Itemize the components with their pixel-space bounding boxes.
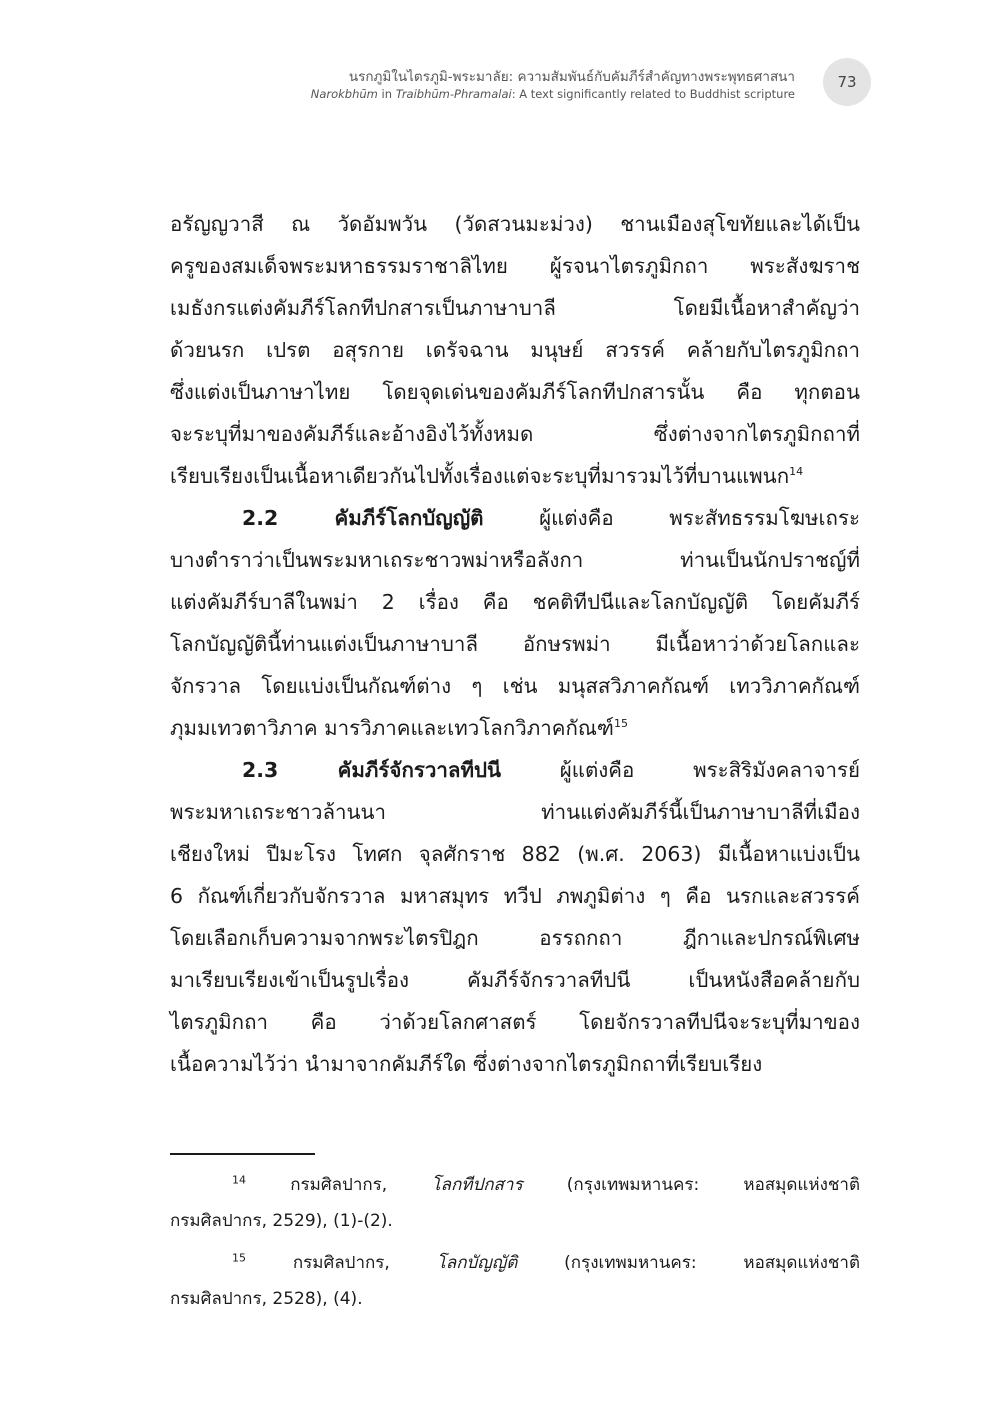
section-2-3-heading: 2.3 คัมภีร์จักรวาลทีปนี xyxy=(242,758,501,782)
running-header-in: in xyxy=(377,87,396,101)
body-line: ด้วยนรก เปรต อสุรกาย เดรัจฉาน มนุษย์ สวรรค์ คล้ายกับไตรภูมิกถา xyxy=(170,338,860,362)
body-line: บางตำราว่าเป็นพระมหาเถระชาวพม่าหรือลังกา ท่านเป็นนักปราชญ์ที่ xyxy=(170,548,860,572)
footnote-14-line-1 xyxy=(170,1167,860,1203)
footnote-ref-14[interactable]: 14 xyxy=(789,465,804,479)
body-line: เมธังกรแต่งคัมภีร์โลกทีปกสารเป็นภาษาบาลี โดยมีเนื้อหาสำคัญว่า xyxy=(170,296,860,320)
footnote-14-line-2: กรมศิลปากร, 2529), (1)-(2). xyxy=(170,1211,393,1231)
running-header-thai: นรกภูมิในไตรภูมิ-พระมาลัย: ความสัมพันธ์กับคัมภีร์สำคัญทางพระพุทธศาสนา xyxy=(348,69,795,85)
section-2-3-first-line xyxy=(170,749,860,791)
body-text xyxy=(170,203,860,1085)
body-line: โดยเลือกเก็บความจากพระไตรปิฎก อรรถกถา ฎีกาและปกรณ์พิเศษ xyxy=(170,926,860,950)
section-2-2-first-line xyxy=(170,497,860,539)
running-header-title-part2: Traibhūm-Phramalai xyxy=(395,87,512,101)
footnote-14-number: 14 xyxy=(232,1173,246,1187)
body-line: มาเรียบเรียงเข้าเป็นรูปเรื่อง คัมภีร์จักรวาลทีปนี เป็นหนังสือคล้ายกับ xyxy=(170,968,860,992)
footnote-14-author: กรมศิลปากร, xyxy=(246,1175,432,1195)
running-header-english xyxy=(155,86,795,103)
body-line-text: เรียบเรียงเป็นเนื้อหาเดียวกันไปทั้งเรื่องแต่จะระบุที่มารวมไว้ที่บานแพนก xyxy=(170,464,790,488)
footnote-15-number: 15 xyxy=(232,1251,246,1265)
footnote-14-title: โลกทีปกสาร xyxy=(431,1175,523,1195)
footnote-14-publisher: (กรุงเทพมหานคร: หอสมุดแห่งชาติ xyxy=(522,1175,861,1195)
body-line-text: ภุมมเทวตาวิภาค มารวิภาคและเทวโลกวิภาคกัณฑ์ xyxy=(170,716,614,740)
footnote-ref-15[interactable]: 15 xyxy=(613,717,628,731)
footnote-15-title: โลกบัญญัติ xyxy=(436,1253,518,1273)
page-number: 73 xyxy=(823,58,871,106)
footnotes xyxy=(170,1167,860,1323)
section-2-2-heading: 2.2 คัมภีร์โลกบัญญัติ xyxy=(242,506,484,530)
body-line: ไตรภูมิกถา คือ ว่าด้วยโลกศาสตร์ โดยจักรวาลทีปนีจะระบุที่มาของ xyxy=(170,1010,860,1034)
body-line: เชียงใหม่ ปีมะโรง โทศก จุลศักราช 882 (พ.ศ. 2063) มีเนื้อหาแบ่งเป็น xyxy=(170,842,860,866)
footnote-15-line-2: กรมศิลปากร, 2528), (4). xyxy=(170,1289,363,1309)
footnote-divider xyxy=(170,1153,315,1155)
running-header-title-part1: Narokbhūm xyxy=(310,87,378,101)
footnote-15-line-1 xyxy=(170,1245,860,1281)
section-2-2-text: ผู้แต่งคือ พระสัทธรรมโฆษเถระ xyxy=(483,506,860,530)
running-header xyxy=(155,68,795,103)
body-line: เนื้อความไว้ว่า นำมาจากคัมภีร์ใด ซึ่งต่างจากไตรภูมิกถาที่เรียบเรียง xyxy=(170,1052,763,1076)
body-line: แต่งคัมภีร์บาลีในพม่า 2 เรื่อง คือ ชคติทีปนีและโลกบัญญัติ โดยคัมภีร์ xyxy=(170,590,860,614)
body-line: อรัญญวาสี ณ วัดอัมพวัน (วัดสวนมะม่วง) ชานเมืองสุโขทัยและได้เป็น xyxy=(170,212,860,236)
body-line: พระมหาเถระชาวล้านนา ท่านแต่งคัมภีร์นี้เป็นภาษาบาลีที่เมือง xyxy=(170,800,860,824)
body-line: โลกบัญญัตินี้ท่านแต่งเป็นภาษาบาลี อักษรพม่า มีเนื้อหาว่าด้วยโลกและ xyxy=(170,632,860,656)
body-line: ซึ่งแต่งเป็นภาษาไทย โดยจุดเด่นของคัมภีร์โลกทีปกสารนั้น คือ ทุกตอน xyxy=(170,380,860,404)
body-line-with-footnote-14 xyxy=(170,455,860,497)
section-2-3-text: ผู้แต่งคือ พระสิริมังคลาจารย์ xyxy=(501,758,860,782)
running-header-subtitle: : A text significantly related to Buddhist scripture xyxy=(511,87,795,101)
footnote-15-author: กรมศิลปากร, xyxy=(246,1253,437,1273)
footnote-15-publisher: (กรุงเทพมหานคร: หอสมุดแห่งชาติ xyxy=(517,1253,861,1273)
body-line: ครูของสมเด็จพระมหาธรรมราชาลิไทย ผู้รจนาไตรภูมิกถา พระสังฆราช xyxy=(170,254,860,278)
body-line: 6 กัณฑ์เกี่ยวกับจักรวาล มหาสมุทร ทวีป ภพภูมิต่าง ๆ คือ นรกและสวรรค์ xyxy=(170,884,860,908)
body-line: จักรวาล โดยแบ่งเป็นกัณฑ์ต่าง ๆ เช่น มนุสสวิภาคกัณฑ์ เทววิภาคกัณฑ์ xyxy=(170,674,860,698)
body-line: จะระบุที่มาของคัมภีร์และอ้างอิงไว้ทั้งหมด ซึ่งต่างจากไตรภูมิกถาที่ xyxy=(170,422,860,446)
body-line-with-footnote-15 xyxy=(170,707,860,749)
